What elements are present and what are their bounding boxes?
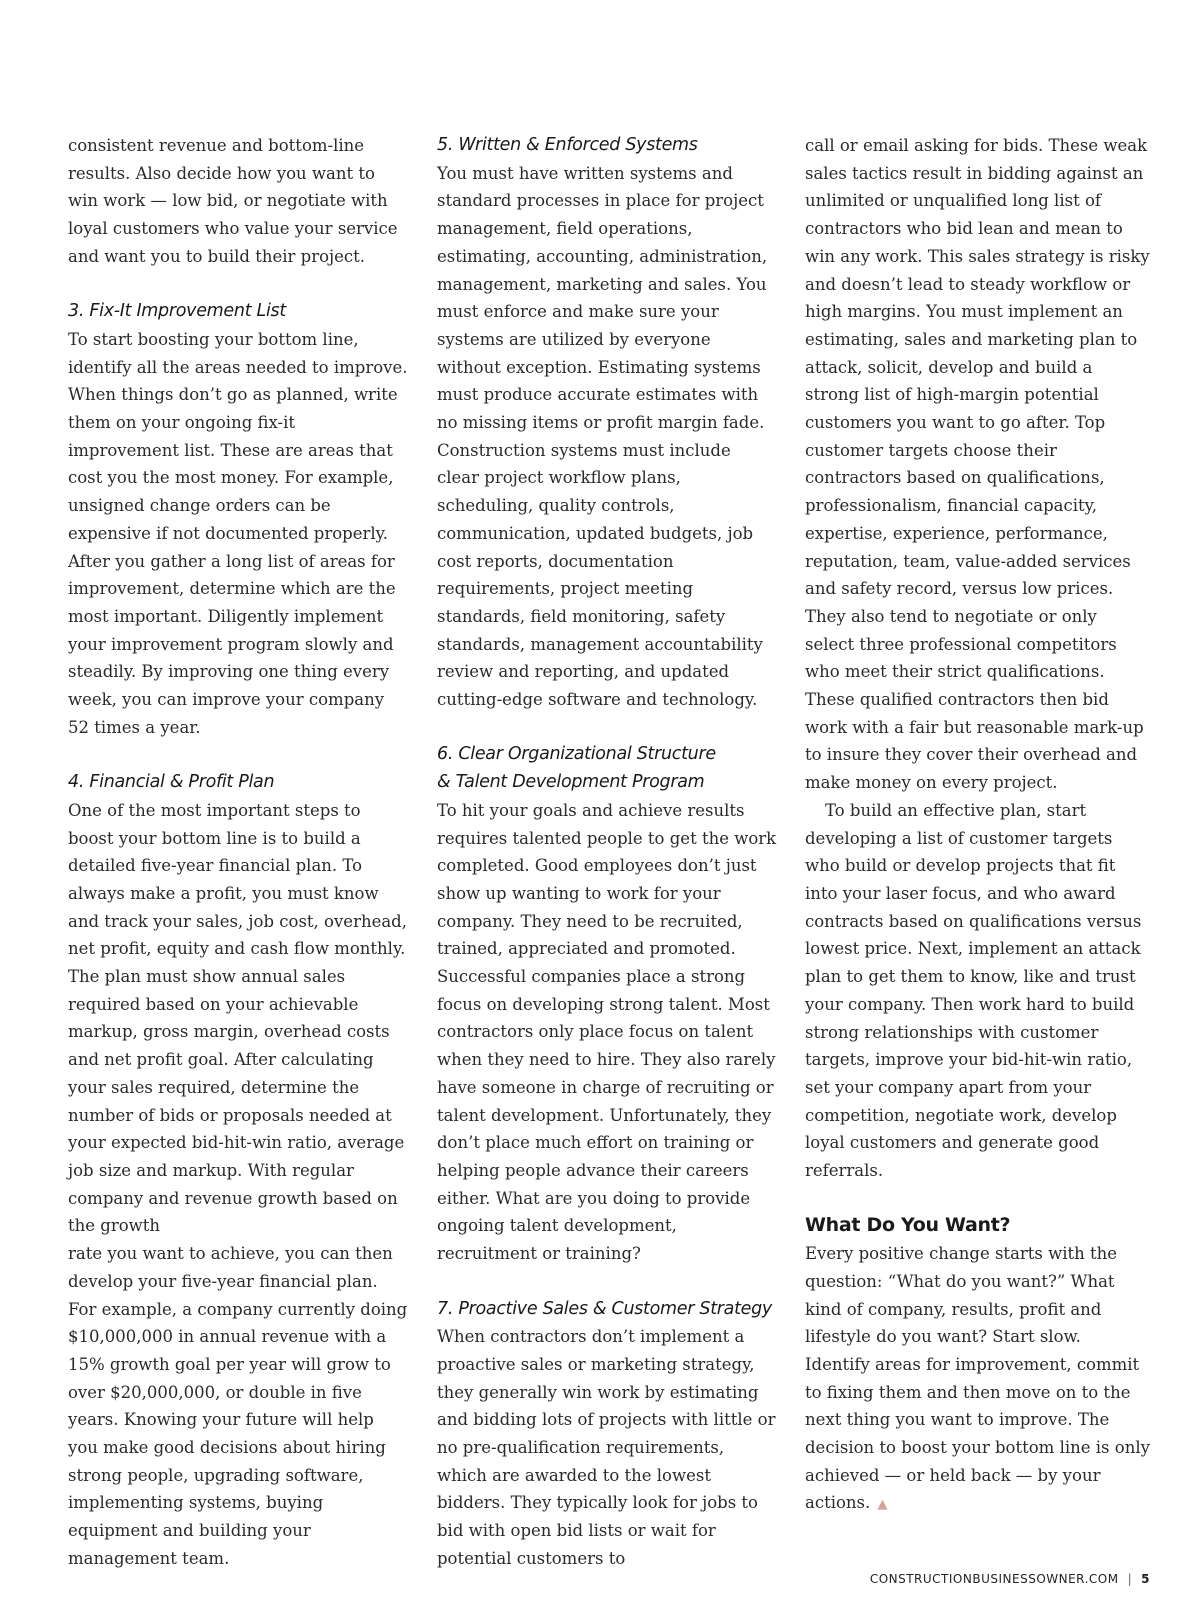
heading-fix-it-improvement-list: 3. Fix-It Improvement List: [68, 301, 286, 322]
footer-separator: |: [1127, 1572, 1133, 1586]
page-footer: [870, 1572, 1150, 1586]
talent-paragraph: To hit your goals and achieve results requires talented people to get the work completed. Good employees don’t just show up wanting to work for your company. They need to be recruited, trained, appreciated and promoted. Successful companies place a strong focus on developing strong talent. Most contractors only place focus on talent when they need to hire. They also rarely have someone in charge of recruiting or talent development. Unfortunately, they don’t place much effort on training or helping people advance their careers either. What are you doing to provide ongoing talent development, recruitment or training?: [437, 800, 777, 1264]
systems-paragraph: You must have written systems and standard processes in place for project management, field operations, estimating, accounting, administration, management, marketing and sales. You must enforce and make sure your systems are utilized by everyone without exception. Estimating systems must produce accurate estimates with no missing items or profit margin fade. Construction systems must include clear project workflow plans, scheduling, quality controls, communication, updated budgets, job cost reports, documentation requirements, project meeting standards, field monitoring, safety standards, management accountability review and reporting, and updated cutting-edge software and technology.: [437, 163, 768, 710]
fix-it-paragraph: To start boosting your bottom line, identify all the areas needed to improve. When things don’t go as planned, write them on your ongoing fix-it improvement list. These are areas that cost you the most money. For example, unsigned change orders can be expensive if not documented properly. After you gather a long list of areas for improvement, determine which are the most important. Diligently implement your improvement program slowly and steadily. By improving one thing every week, you can improve your company 52 times a year.: [68, 329, 408, 737]
end-of-article-icon: ▲: [877, 1497, 888, 1513]
heading-talent-development: & Talent Development Program: [437, 772, 705, 793]
column-3: [805, 132, 1150, 1519]
heading-organizational-structure: 6. Clear Organizational Structure: [437, 744, 716, 765]
heading-proactive-sales-strategy: 7. Proactive Sales & Customer Strategy: [437, 1298, 772, 1319]
sales-strategy-paragraph-cont: call or email asking for bids. These weak sales tactics result in bidding against an unlimited or unqualified long list of contractors who bid lean and mean to win any work. This sales strategy is risky and doesn’t lead to steady workflow or high margins. You must implement an estimating, sales and marketing plan to attack, solicit, develop and build a strong list of high-margin potential customers you want to go after. Top customer targets choose their contractors based on qualifications, professionalism, financial capacity, expertise, experience, performance, reputation, team, value-added services and safety record, versus low prices. They also tend to negotiate or only select three professional competitors who meet their strict qualifications. These qualified contractors then bid work with a fair but reasonable mark-up to insure they cover their overhead and make money on every project.: [805, 136, 1150, 793]
column-2: [437, 132, 777, 1573]
column-1: [68, 132, 408, 1573]
financial-plan-paragraph-cont: rate you want to achieve, you can then develop your five-year financial plan.: [68, 1244, 393, 1291]
page-number: 5: [1141, 1572, 1150, 1586]
footer-site-name: CONSTRUCTIONBUSINESSOWNER.COM: [869, 1572, 1119, 1586]
effective-plan-paragraph: To build an effective plan, start developing a list of customer targets who build or develop projects that fit into your laser focus, and who award contracts based on qualifications versus lowest price. Next, implement an attack plan to get them to know, like and trust your company. Then work hard to build strong relationships with customer targets, improve your bid-hit-win ratio, set your company apart from your competition, negotiate work, develop loyal customers and generate good referrals.: [805, 800, 1142, 1181]
what-do-you-want-text: Every positive change starts with the question: “What do you want?” What kind of company, results, profit and lifestyle do you want? Start slow. Identify areas for improvement, commit to fixing them and then move on to the next thing you want to improve. The decision to boost your bottom line is only achieved — or held back — by your actions.: [805, 1244, 1150, 1513]
heading-financial-profit-plan: 4. Financial & Profit Plan: [68, 772, 275, 793]
heading-what-do-you-want: What Do You Want?: [805, 1214, 1011, 1237]
financial-plan-paragraph: One of the most important steps to boost your bottom line is to build a detailed five-year financial plan. To always make a profit, you must know and track your sales, job cost, overhead, net profit, equity and cash flow monthly. The plan must show annual sales required based on your achievable markup, gross margin, overhead costs and net profit goal. After calculating your sales required, determine the number of bids or proposals needed at your expected bid-hit-win ratio, average job size and markup. With regular company and revenue growth based on the growth: [68, 800, 407, 1236]
financial-plan-example-paragraph: For example, a company currently doing $10,000,000 in annual revenue with a 15% growth goal per year will grow to over $20,000,000, or double in five years. Knowing your future will help you make good decisions about hiring strong people, upgrading software, implementing systems, buying equipment and building your management team.: [68, 1299, 408, 1568]
intro-paragraph: consistent revenue and bottom-line results. Also decide how you want to win work — low bid, or negotiate with loyal customers who value your service and want you to build their project.: [68, 136, 398, 266]
sales-strategy-paragraph: When contractors don’t implement a proactive sales or marketing strategy, they generally win work by estimating and bidding lots of projects with little or no pre-qualification requirements, which are awarded to the lowest bidders. They typically look for jobs to bid with open bid lists or wait for potential customers to: [437, 1327, 776, 1568]
heading-written-enforced-systems: 5. Written & Enforced Systems: [437, 135, 698, 155]
what-do-you-want-paragraph: [805, 1240, 1150, 1519]
